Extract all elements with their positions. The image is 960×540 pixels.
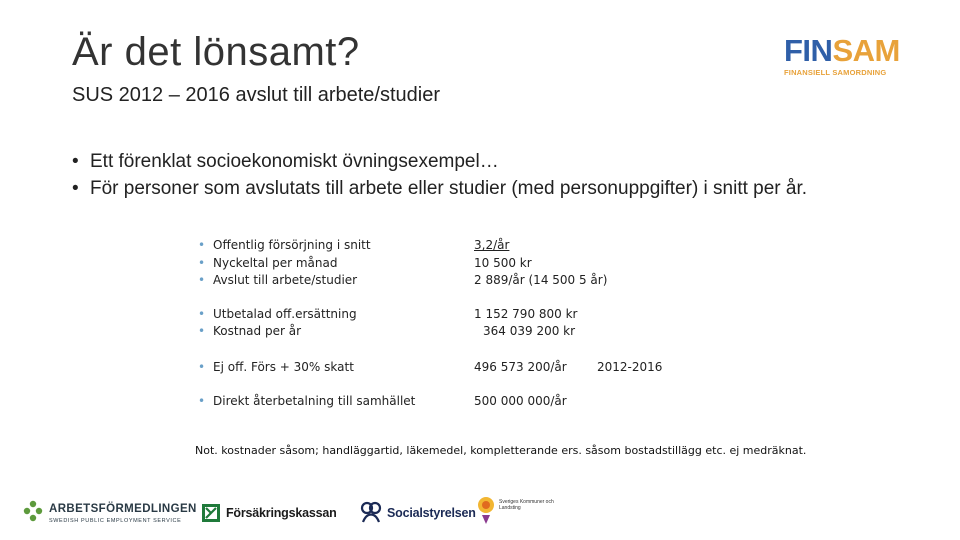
socialstyrelsen-name: Socialstyrelsen bbox=[387, 506, 476, 520]
intro-bullet: • För personer som avslutats till arbete eller studier (med personuppgifter) i snitt per år. bbox=[72, 177, 872, 200]
finsam-logo-fin: FIN bbox=[784, 33, 833, 68]
calc-value: 364 039 200 kr bbox=[483, 324, 576, 338]
calc-label: • Offentlig försörjning i snitt bbox=[195, 238, 371, 252]
finsam-logo bbox=[784, 33, 906, 77]
forsakringskassan-logo bbox=[202, 504, 337, 527]
calc-value: 10 500 kr bbox=[474, 256, 532, 270]
calc-row bbox=[195, 394, 567, 408]
calc-label: • Utbetalad off.ersättning bbox=[195, 307, 357, 321]
calc-row bbox=[195, 360, 663, 374]
calc-value: 1 152 790 800 kr bbox=[474, 307, 578, 321]
calc-row bbox=[195, 238, 510, 252]
calc-label: • Direkt återbetalning till samhället bbox=[195, 394, 415, 408]
skl-logo bbox=[476, 495, 554, 530]
forsakringskassan-name: Försäkringskassan bbox=[226, 506, 337, 520]
calc-years: 2012-2016 bbox=[597, 360, 663, 374]
calc-row bbox=[195, 324, 576, 338]
calc-row bbox=[195, 256, 532, 270]
intro-bullet: • Ett förenklat socioekonomiskt övningsexempel… bbox=[72, 150, 872, 173]
skl-name: Sveriges Kommuner och Landsting bbox=[499, 499, 554, 511]
calc-value: 496 573 200/år bbox=[474, 360, 567, 374]
calc-label: • Kostnad per år bbox=[195, 324, 301, 338]
calc-row bbox=[195, 307, 578, 321]
arbetsformedlingen-name: ARBETSFÖRMEDLINGEN bbox=[49, 503, 197, 515]
calc-value: 2 889/år (14 500 5 år) bbox=[474, 273, 608, 287]
skl-icon bbox=[476, 495, 496, 525]
socialstyrelsen-logo bbox=[358, 500, 476, 529]
socialstyrelsen-icon bbox=[358, 500, 384, 524]
partner-logos bbox=[0, 490, 960, 540]
finsam-logo-sam: SAM bbox=[832, 33, 900, 68]
calc-value: 3,2/år bbox=[474, 238, 510, 252]
arbetsformedlingen-logo bbox=[22, 500, 197, 529]
arbetsformedlingen-sub: SWEDISH PUBLIC EMPLOYMENT SERVICE bbox=[49, 518, 182, 524]
footnote: Not. kostnader såsom; handläggartid, läkemedel, kompletterande ers. såsom bostadstillägg etc. ej medräknat. bbox=[195, 444, 807, 457]
calc-row bbox=[195, 273, 608, 287]
arbetsformedlingen-icon bbox=[22, 500, 44, 524]
calc-label: • Ej off. Förs + 30% skatt bbox=[195, 360, 354, 374]
page-title: Är det lönsamt? bbox=[72, 30, 360, 74]
page-subtitle: SUS 2012 – 2016 avslut till arbete/studier bbox=[72, 84, 440, 106]
intro-bullet-list bbox=[72, 150, 872, 204]
finsam-tagline: FINANSIELL SAMORDNING bbox=[784, 68, 887, 77]
forsakringskassan-icon bbox=[202, 504, 220, 522]
calc-label: • Nyckeltal per månad bbox=[195, 256, 338, 270]
calc-label: • Avslut till arbete/studier bbox=[195, 273, 357, 287]
calc-value: 500 000 000/år bbox=[474, 394, 567, 408]
